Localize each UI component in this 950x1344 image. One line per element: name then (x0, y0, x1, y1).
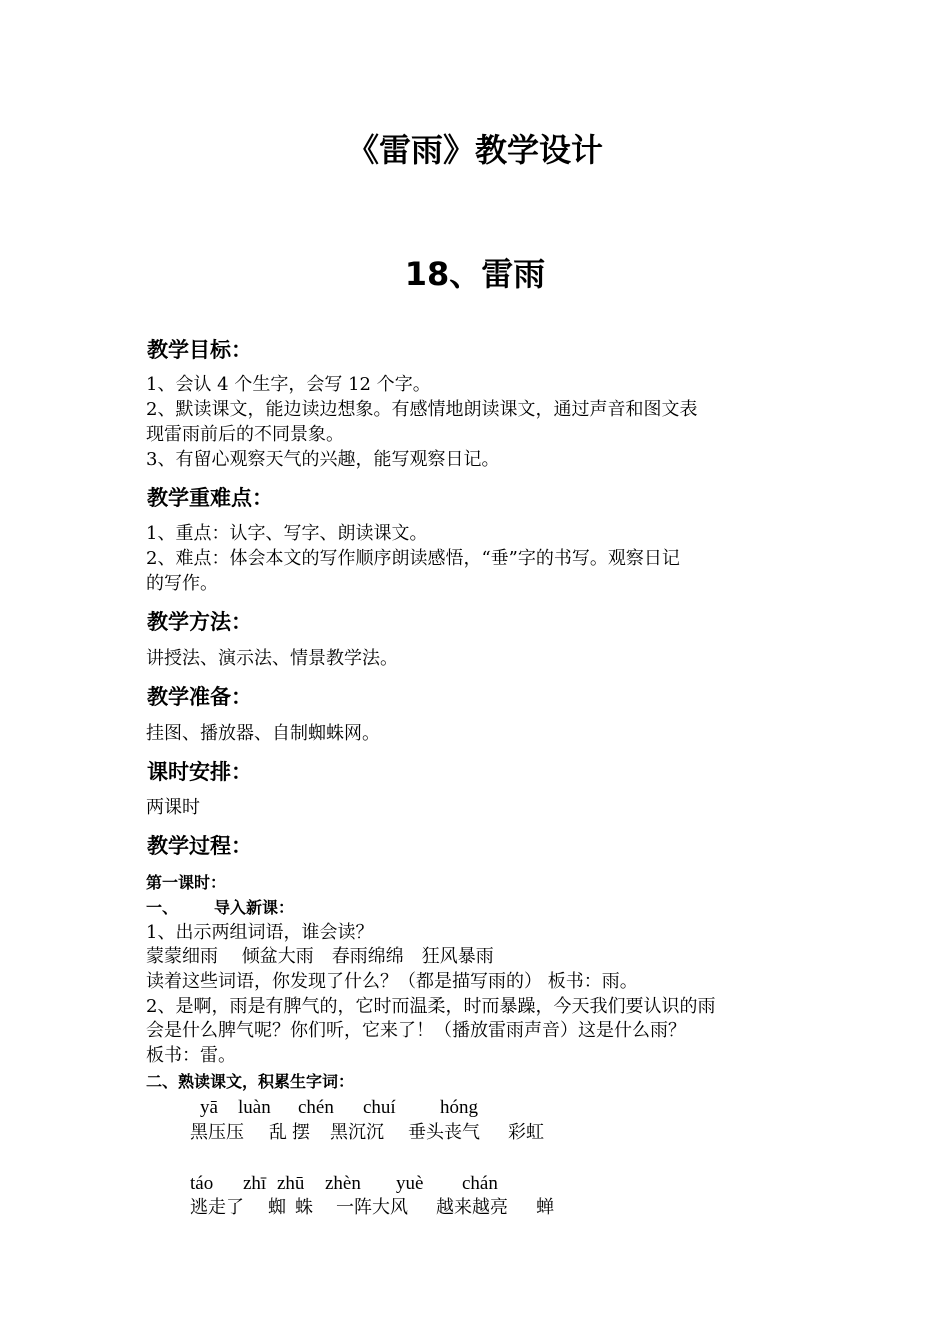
vocab-word: 摆 (292, 1122, 310, 1143)
goal-line-3: 现雷雨前后的不同景象。 (146, 424, 344, 445)
step-1-line-2: 蒙蒙细雨 倾盆大雨 春雨绵绵 狂风暴雨 (146, 946, 494, 967)
document-title: 《雷雨》教学设计 (346, 131, 603, 169)
first-lesson-label: 第一课时： (146, 873, 227, 892)
step-1-line-5: 会是什么脾气呢？你们听，它来了！（播放雷雨声音）这是什么雨？ (146, 1020, 686, 1041)
vocab-word: 越来越亮 (436, 1197, 508, 1218)
step-1-line-4: 2、是啊，雨是有脾气的，它时而温柔，时而暴躁，今天我们要认识的雨 (146, 996, 716, 1017)
section-heading-schedule: 课时安排： (147, 760, 252, 784)
lesson-title: 18、雷雨 (404, 255, 546, 293)
pinyin-chui: chuí (363, 1097, 396, 1118)
step-1-line-1: 1、出示两组词语，谁会读？ (146, 922, 374, 943)
key-point-line-1: 1、重点：认字、写字、朗读课文。 (146, 523, 428, 544)
goal-line-2: 2、默读课文，能边读边想象。有感情地朗读课文，通过声音和图文表 (146, 399, 698, 420)
step-1-title: 导入新课： (214, 898, 295, 917)
pinyin-tao: táo (190, 1173, 214, 1194)
vocab-word: 彩虹 (508, 1122, 544, 1143)
section-heading-key-points: 教学重难点： (147, 486, 273, 510)
pinyin-luan: luàn (238, 1097, 271, 1118)
vocab-word: 乱 (269, 1122, 287, 1143)
vocab-word: 逃走了 (190, 1197, 244, 1218)
vocab-word: 黑沉沉 (330, 1122, 384, 1143)
pinyin-yue: yuè (396, 1173, 424, 1194)
pinyin-ya: yā (200, 1097, 218, 1118)
key-point-line-3: 的写作。 (146, 573, 218, 594)
pinyin-hong: hóng (440, 1097, 478, 1118)
goal-line-4: 3、有留心观察天气的兴趣，能写观察日记。 (146, 449, 500, 470)
schedule-text: 两课时 (146, 797, 200, 818)
section-heading-preparation: 教学准备： (147, 685, 252, 709)
pinyin-zhi: zhī (243, 1173, 267, 1194)
step-1-line-6: 板书：雷。 (146, 1045, 236, 1066)
vocab-word: 蜘 (268, 1197, 286, 1218)
vocab-word: 一阵大风 (336, 1197, 408, 1218)
pinyin-chan: chán (462, 1173, 498, 1194)
goal-line-1: 1、会认 4 个生字，会写 12 个字。 (146, 374, 431, 395)
vocab-word: 垂头丧气 (408, 1122, 480, 1143)
vocab-word: 蛛 (295, 1197, 313, 1218)
step-1-number: 一、 (146, 898, 179, 917)
pinyin-chen: chén (298, 1097, 334, 1118)
step-2-title: 二、熟读课文，积累生字词： (146, 1072, 355, 1091)
vocab-word: 蝉 (536, 1197, 554, 1218)
key-point-line-2: 2、难点：体会本文的写作顺序朗读感悟，“垂”字的书写。观察日记 (146, 548, 680, 569)
pinyin-zhen: zhèn (325, 1173, 361, 1194)
vocab-word: 黑压压 (190, 1122, 244, 1143)
section-heading-goals: 教学目标： (147, 338, 252, 362)
section-heading-process: 教学过程： (147, 834, 252, 858)
preparation-text: 挂图、播放器、自制蜘蛛网。 (146, 723, 380, 744)
step-1-line-3: 读着这些词语，你发现了什么？（都是描写雨的） 板书：雨。 (146, 971, 638, 992)
pinyin-zhu: zhū (277, 1173, 305, 1194)
methods-text: 讲授法、演示法、情景教学法。 (146, 648, 398, 669)
section-heading-methods: 教学方法： (147, 610, 252, 634)
